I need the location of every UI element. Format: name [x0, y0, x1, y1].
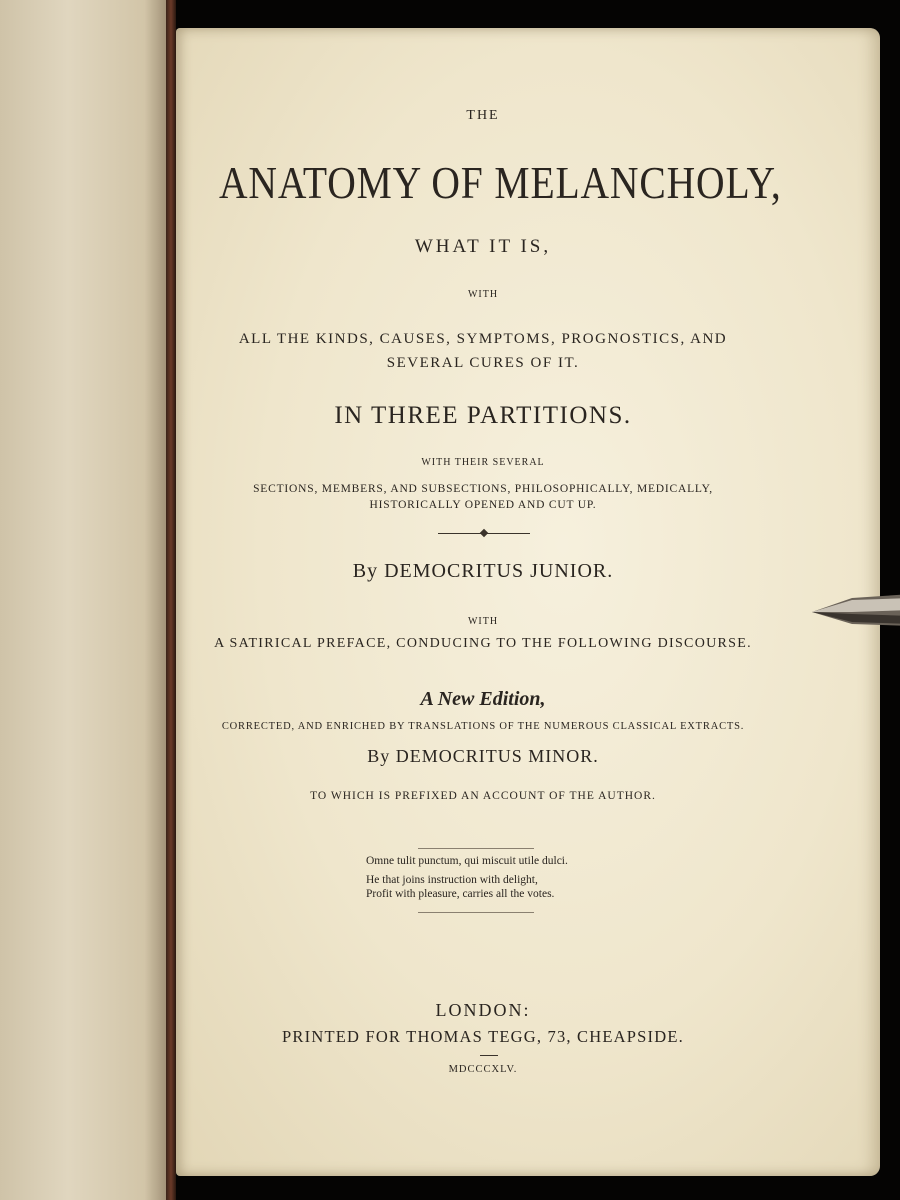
new-edition-line: A New Edition,: [420, 688, 546, 710]
with-label: WITH: [467, 289, 499, 300]
several-line-1: WITH THEIR SEVERAL: [421, 457, 545, 468]
heading-the: THE: [466, 108, 500, 123]
imprint-date: MDCCCXLV.: [448, 1064, 518, 1075]
imprint-city: LONDON:: [435, 1000, 531, 1020]
kinds-line-1: ALL THE KINDS, CAUSES, SYMPTOMS, PROGNOSTICS, AND: [238, 331, 728, 347]
corrected-line: CORRECTED, AND ENRICHED BY TRANSLATIONS OF THE NUMEROUS CLASSICAL EXTRACTS.: [221, 721, 745, 732]
quote-english-1: He that joins instruction with delight,: [366, 874, 538, 886]
quote-rule-top: [418, 848, 534, 849]
book-title: ANATOMY OF MELANCHOLY,: [218, 157, 782, 208]
editor-line: By DEMOCRITUS MINOR.: [367, 746, 599, 766]
partitions-heading: IN THREE PARTITIONS.: [334, 402, 632, 429]
quote-english-2: Profit with pleasure, carries all the votes.: [366, 888, 555, 900]
kinds-line-2: SEVERAL CURES OF IT.: [386, 355, 580, 371]
prefixed-line: TO WHICH IS PREFIXED AN ACCOUNT OF THE AUTHOR.: [310, 790, 656, 802]
quote-latin: Omne tulit punctum, qui miscuit utile dulci.: [366, 855, 568, 867]
several-line-3: HISTORICALLY OPENED AND CUT UP.: [369, 499, 597, 511]
quote-rule-bottom: [418, 912, 534, 913]
satirical-preface-line: A SATIRICAL PREFACE, CONDUCING TO THE FOLLOWING DISCOURSE.: [214, 636, 752, 651]
author-line: By DEMOCRITUS JUNIOR.: [352, 560, 614, 582]
several-line-2: SECTIONS, MEMBERS, AND SUBSECTIONS, PHILOSOPHICALLY, MEDICALLY,: [253, 483, 713, 495]
pen-tip-icon: [812, 590, 900, 630]
subtitle-what-it-is: WHAT IT IS,: [414, 236, 552, 257]
imprint-printer: PRINTED FOR THOMAS TEGG, 73, CHEAPSIDE.: [282, 1027, 684, 1046]
imprint-rule: [480, 1055, 498, 1056]
book-cover-board: [0, 0, 170, 1200]
with-label-2: WITH: [467, 616, 499, 627]
